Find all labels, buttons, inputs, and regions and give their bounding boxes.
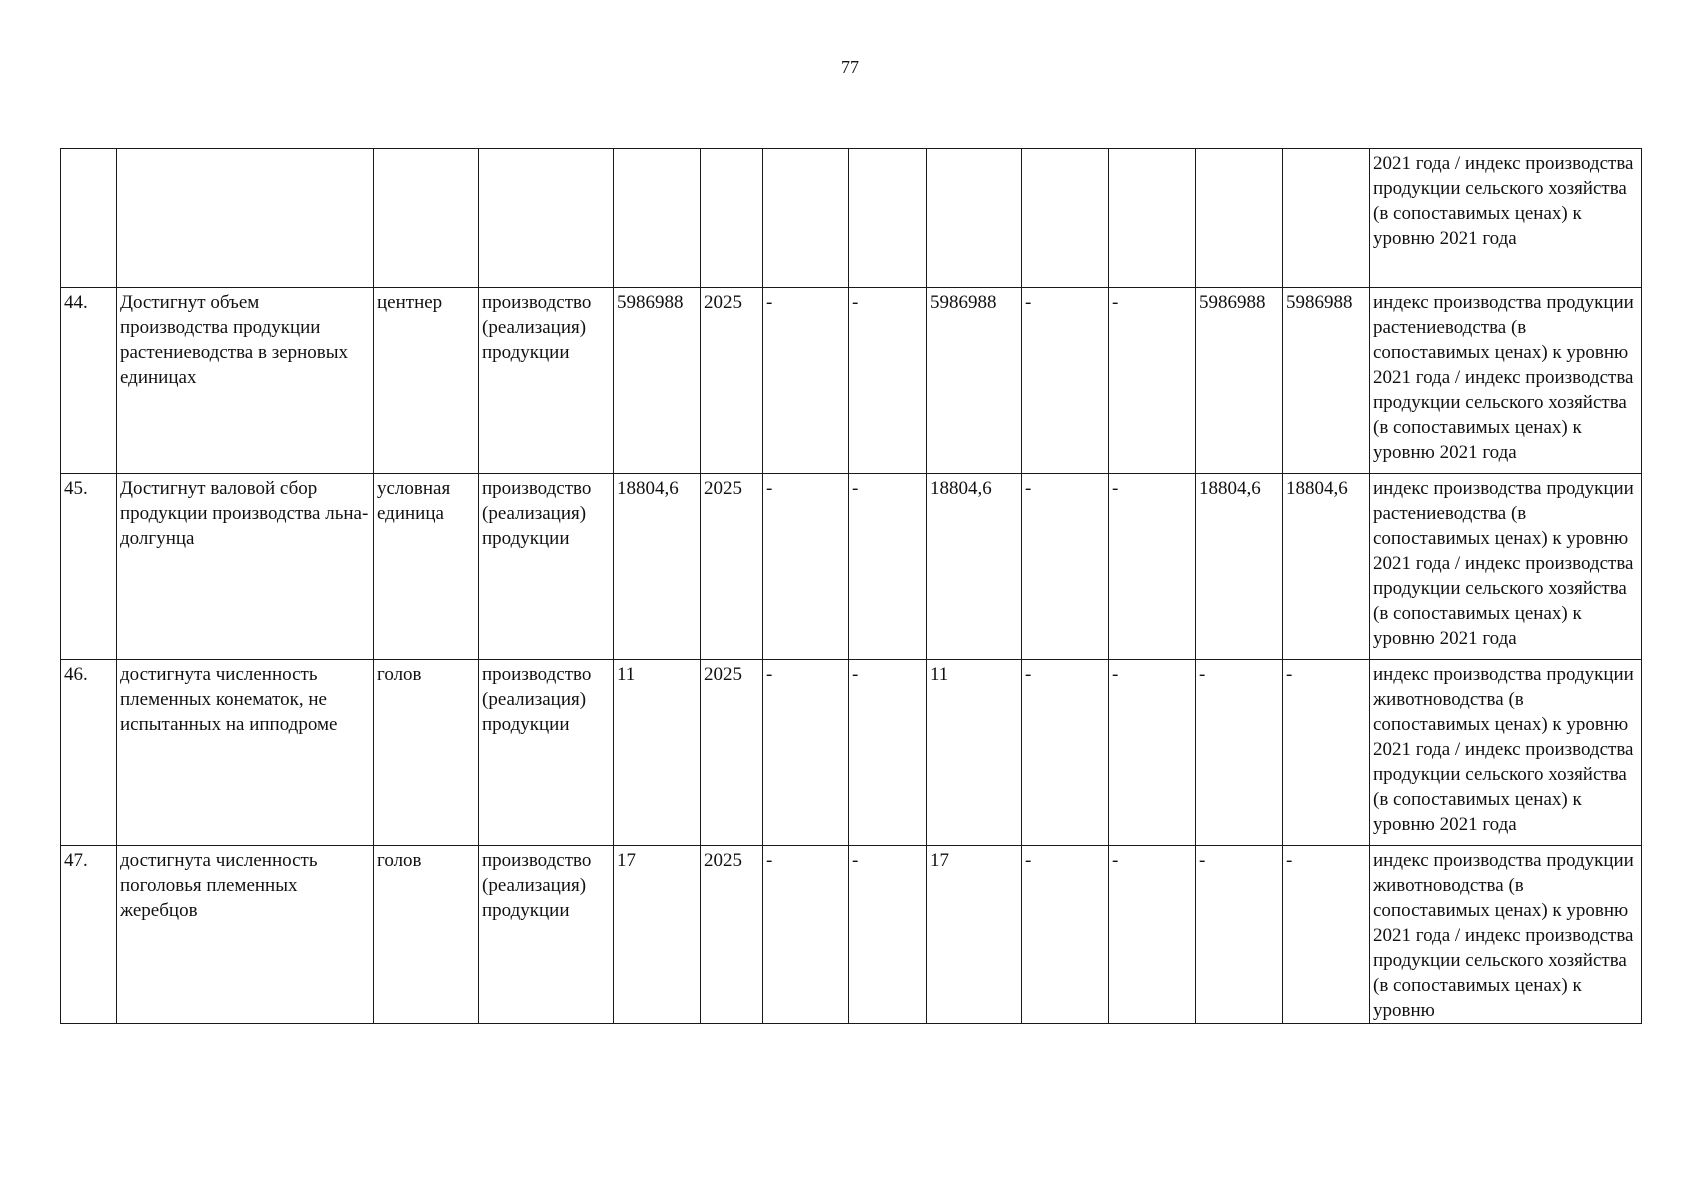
cell-value: - [849, 846, 927, 1024]
cell-value: - [1022, 846, 1109, 1024]
table-row [61, 474, 1642, 660]
cell-value: - [763, 474, 849, 660]
cell-value: - [1196, 660, 1283, 846]
cell-indicator: достигнута численность поголовья племенных жеребцов [117, 846, 374, 1024]
cell-value: - [1109, 660, 1196, 846]
cell-value: - [1109, 288, 1196, 474]
cell-unit: условная единица [374, 474, 479, 660]
table-row-continuation [61, 149, 1642, 288]
cell-value: - [1022, 288, 1109, 474]
cell-base-value: 18804,6 [614, 474, 701, 660]
cell-empty [117, 149, 374, 288]
cell-type: производство (реализация) продукции [479, 660, 614, 846]
cell-value: - [1283, 846, 1370, 1024]
cell-unit: голов [374, 660, 479, 846]
cell-basis: индекс производства продукции животноводства (в сопоставимых ценах) к уровню 2021 года / индекс производства продукции сельского хозяйства (в сопоставимых ценах) к уровню 2021 года [1370, 660, 1642, 846]
cell-value: - [763, 288, 849, 474]
cell-empty [1283, 149, 1370, 288]
cell-value: 18804,6 [1196, 474, 1283, 660]
cell-year: 2025 [701, 660, 763, 846]
cell-indicator: Достигнут валовой сбор продукции производства льна-долгунца [117, 474, 374, 660]
cell-value: - [1283, 660, 1370, 846]
cell-year: 2025 [701, 288, 763, 474]
cell-number: 47. [61, 846, 117, 1024]
cell-type: производство (реализация) продукции [479, 846, 614, 1024]
cell-empty [614, 149, 701, 288]
cell-unit: голов [374, 846, 479, 1024]
cell-indicator: Достигнут объем производства продукции растениеводства в зерновых единицах [117, 288, 374, 474]
cell-basis: индекс производства продукции растениеводства (в сопоставимых ценах) к уровню 2021 года / индекс производства продукции сельского хозяйства (в сопоставимых ценах) к уровню 2021 года [1370, 474, 1642, 660]
cell-value: - [1196, 846, 1283, 1024]
cell-basis: индекс производства продукции растениеводства (в сопоставимых ценах) к уровню 2021 года / индекс производства продукции сельского хозяйства (в сопоставимых ценах) к уровню 2021 года [1370, 288, 1642, 474]
cell-type: производство (реализация) продукции [479, 474, 614, 660]
cell-empty [1022, 149, 1109, 288]
cell-value: 5986988 [927, 288, 1022, 474]
cell-value: 18804,6 [1283, 474, 1370, 660]
cell-number: 44. [61, 288, 117, 474]
cell-base-value: 11 [614, 660, 701, 846]
table-row [61, 288, 1642, 474]
cell-type: производство (реализация) продукции [479, 288, 614, 474]
cell-base-value: 17 [614, 846, 701, 1024]
cell-unit: центнер [374, 288, 479, 474]
cell-value: - [849, 288, 927, 474]
table-row [61, 846, 1642, 1024]
cell-value: - [763, 846, 849, 1024]
page-number: 77 [841, 57, 859, 77]
cell-empty [374, 149, 479, 288]
cell-value: - [1022, 660, 1109, 846]
cell-empty [479, 149, 614, 288]
cell-empty [1109, 149, 1196, 288]
cell-basis: индекс производства продукции животноводства (в сопоставимых ценах) к уровню 2021 года / индекс производства продукции сельского хозяйства (в сопоставимых ценах) к уровню [1370, 846, 1642, 1024]
cell-basis: 2021 года / индекс производства продукции сельского хозяйства (в сопоставимых ценах) к уровню 2021 года [1370, 149, 1642, 288]
cell-empty [849, 149, 927, 288]
cell-value: - [763, 660, 849, 846]
cell-value: 17 [927, 846, 1022, 1024]
cell-value: - [849, 660, 927, 846]
cell-base-value: 5986988 [614, 288, 701, 474]
cell-number: 45. [61, 474, 117, 660]
cell-empty [763, 149, 849, 288]
cell-number: 46. [61, 660, 117, 846]
cell-empty [927, 149, 1022, 288]
cell-empty [701, 149, 763, 288]
cell-value: - [1109, 474, 1196, 660]
cell-value: 11 [927, 660, 1022, 846]
cell-year: 2025 [701, 474, 763, 660]
cell-empty [1196, 149, 1283, 288]
table-row [61, 660, 1642, 846]
indicators-table [60, 148, 1642, 1024]
cell-value: 5986988 [1196, 288, 1283, 474]
cell-value: - [849, 474, 927, 660]
cell-indicator: достигнута численность племенных конематок, не испытанных на ипподроме [117, 660, 374, 846]
cell-value: 5986988 [1283, 288, 1370, 474]
cell-value: - [1022, 474, 1109, 660]
cell-value: - [1109, 846, 1196, 1024]
cell-value: 18804,6 [927, 474, 1022, 660]
cell-empty [61, 149, 117, 288]
cell-year: 2025 [701, 846, 763, 1024]
